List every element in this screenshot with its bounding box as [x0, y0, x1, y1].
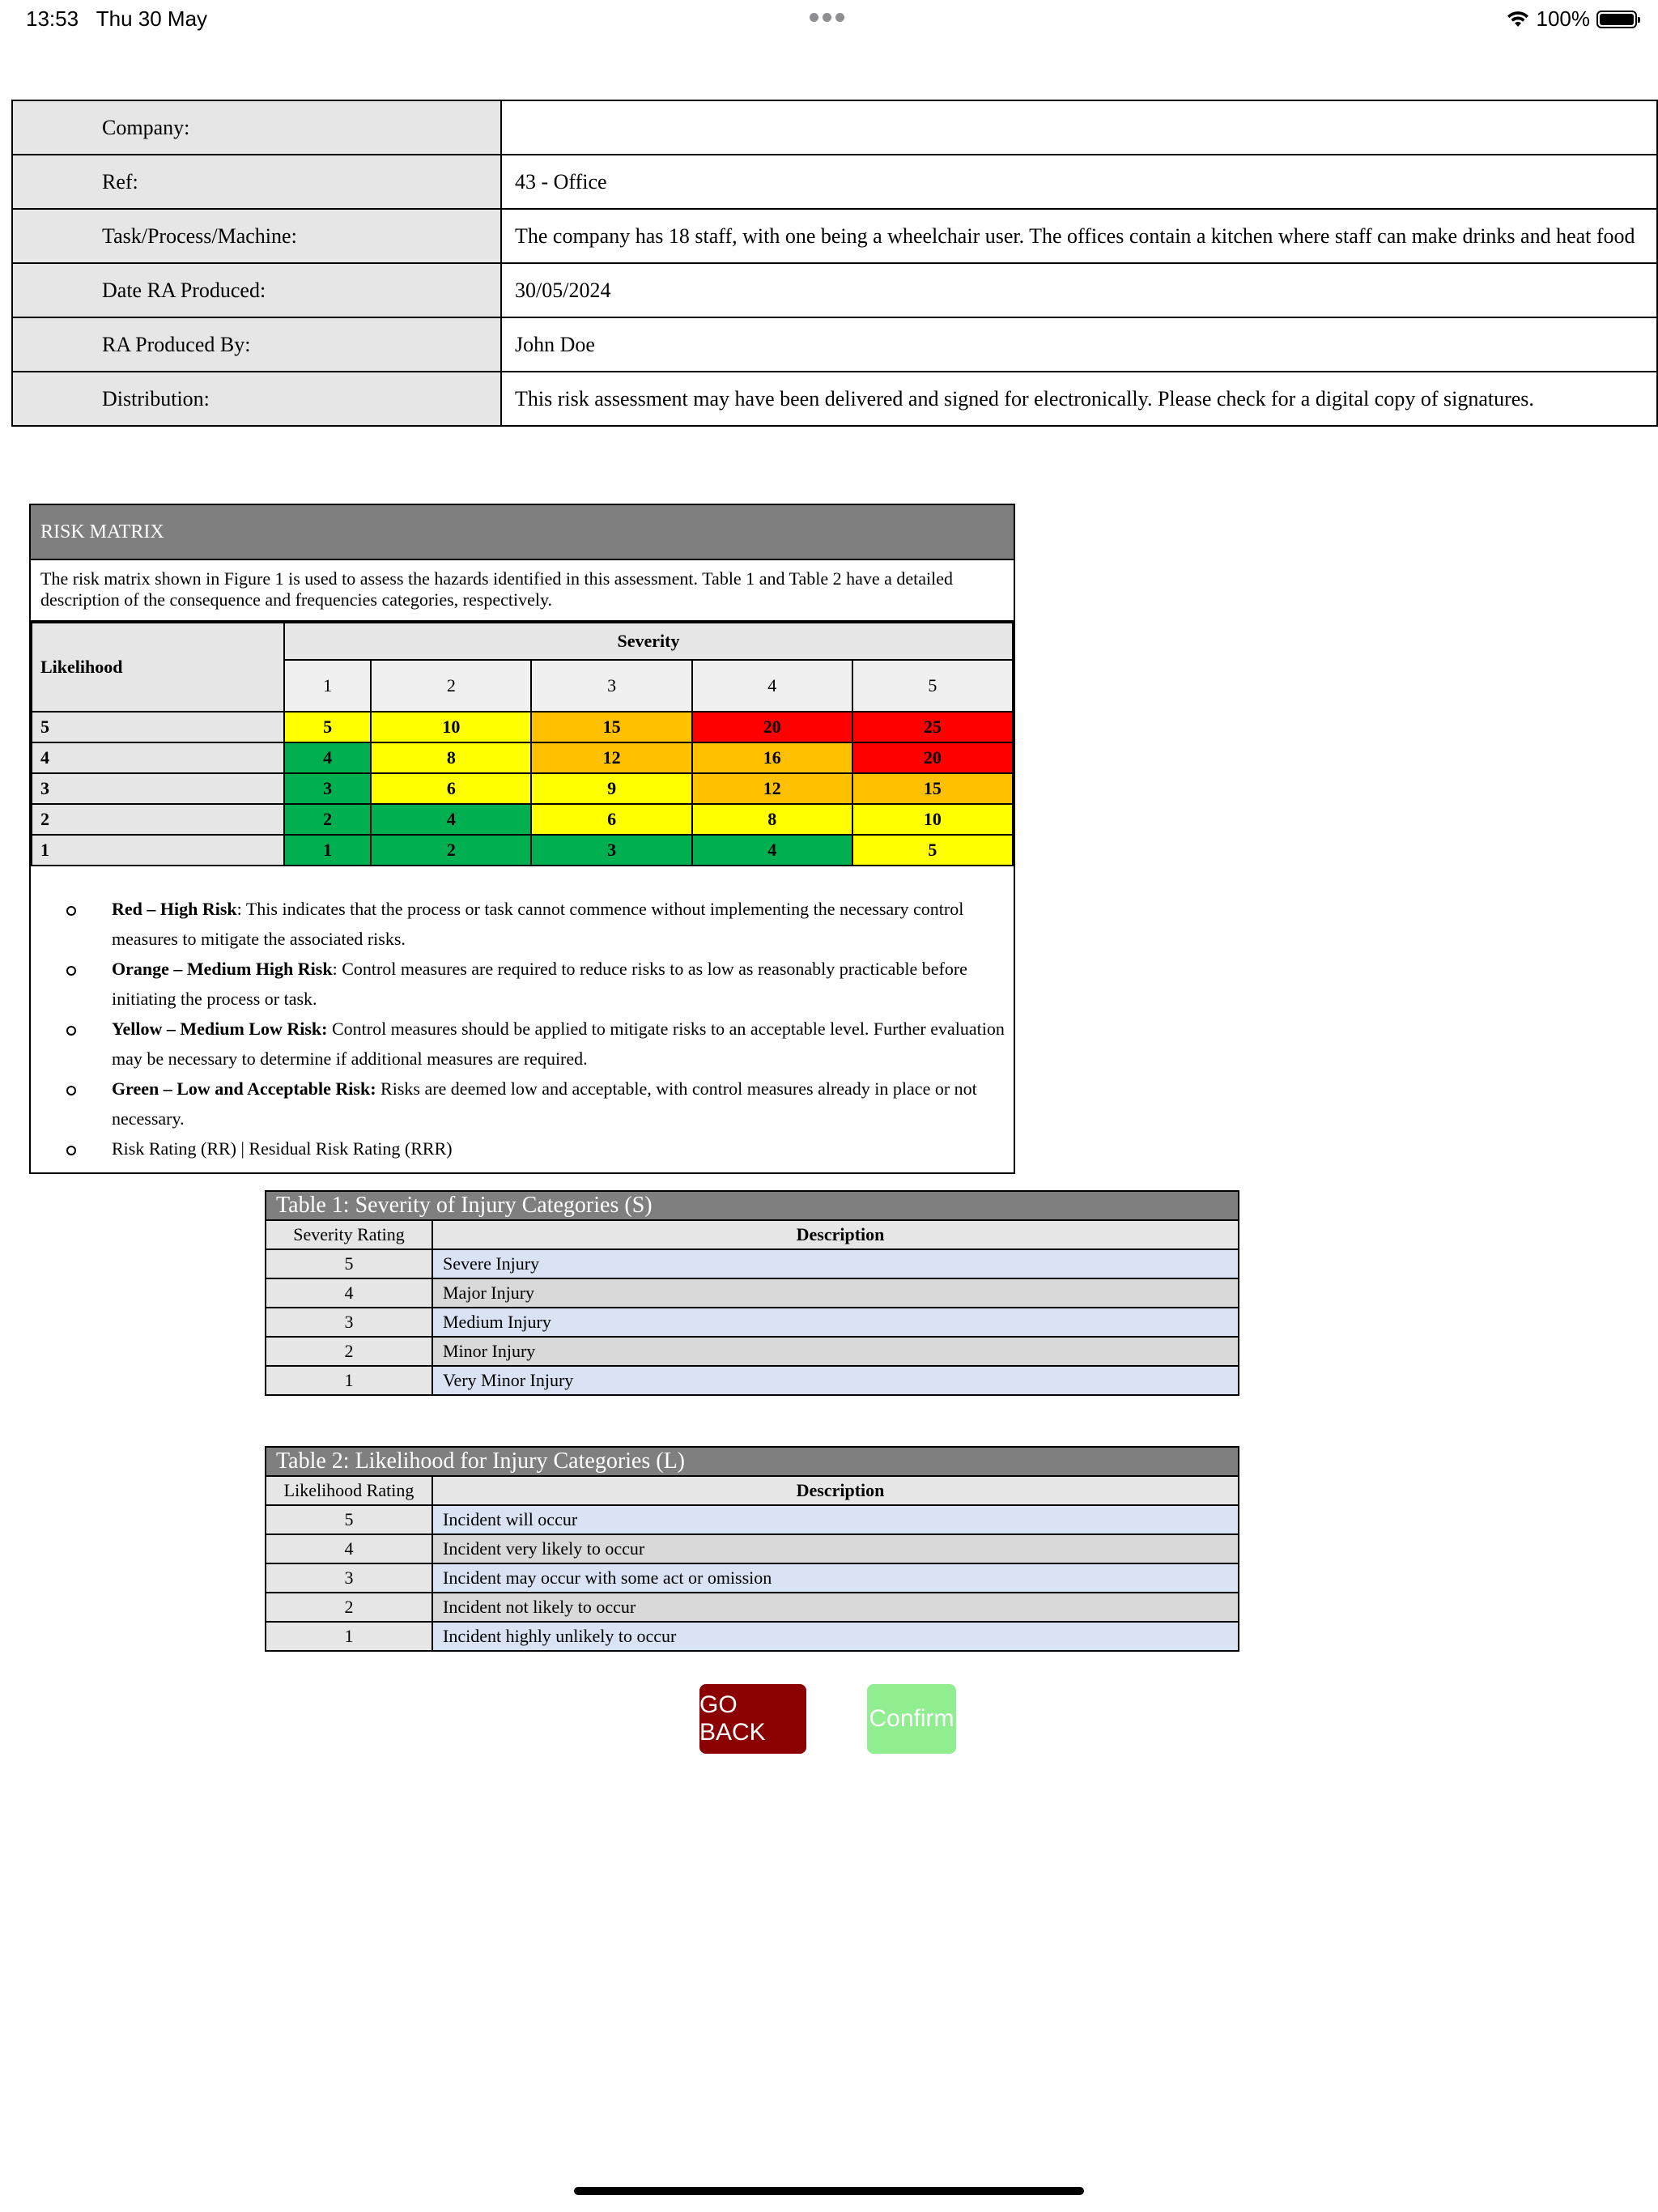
- wifi-icon: [1506, 11, 1530, 28]
- info-label: Task/Process/Machine:: [12, 209, 501, 263]
- likelihood-value: 2: [32, 804, 284, 835]
- rating-cell: 2: [266, 1593, 432, 1622]
- description-header: Description: [432, 1476, 1239, 1505]
- confirm-button[interactable]: Confirm: [867, 1684, 956, 1754]
- legend-term: Orange – Medium High Risk: [112, 959, 333, 979]
- table-row: [266, 1593, 1239, 1622]
- info-row-produced-by: [12, 317, 1657, 372]
- info-label: Date RA Produced:: [12, 263, 501, 317]
- severity-table-caption: Table 1: Severity of Injury Categories (S): [266, 1191, 1239, 1220]
- rating-cell: 5: [266, 1505, 432, 1534]
- info-value: The company has 18 staff, with one being a wheelchair user. The offices contain a kitchen where staff can make drinks and heat food: [501, 209, 1657, 263]
- rating-cell: 3: [266, 1563, 432, 1593]
- rating-cell: 1: [266, 1366, 432, 1395]
- legend-item-yellow: [112, 1014, 1014, 1074]
- info-row-distribution: [12, 372, 1657, 426]
- matrix-cell: 12: [692, 773, 852, 804]
- matrix-cell: 3: [284, 773, 371, 804]
- risk-matrix-section: [29, 504, 1015, 1174]
- status-right: [1506, 6, 1638, 32]
- legend-term: Green – Low and Acceptable Risk:: [112, 1078, 376, 1099]
- likelihood-value: 3: [32, 773, 284, 804]
- matrix-cell: 12: [531, 742, 691, 773]
- info-row-date: [12, 263, 1657, 317]
- description-cell: Incident may occur with some act or omission: [432, 1563, 1239, 1593]
- matrix-cell: 10: [852, 804, 1013, 835]
- matrix-cell: 6: [531, 804, 691, 835]
- rating-cell: 4: [266, 1534, 432, 1563]
- risk-matrix-grid: [31, 622, 1014, 866]
- table-row: [266, 1563, 1239, 1593]
- matrix-row: [32, 773, 1013, 804]
- description-cell: Severe Injury: [432, 1249, 1239, 1278]
- info-label: Distribution:: [12, 372, 501, 426]
- matrix-cell: 9: [531, 773, 691, 804]
- severity-rating-header: Severity Rating: [266, 1220, 432, 1249]
- matrix-row: [32, 712, 1013, 742]
- info-value: [501, 100, 1657, 155]
- description-cell: Incident not likely to occur: [432, 1593, 1239, 1622]
- matrix-cell: 8: [692, 804, 852, 835]
- multitasking-dots-icon[interactable]: [810, 11, 848, 26]
- matrix-cell: 10: [371, 712, 531, 742]
- matrix-cell: 16: [692, 742, 852, 773]
- legend-text: : This indicates that the process or task cannot commence without implementing the necessary control measures to mitigate the associated risks.: [112, 899, 964, 949]
- home-indicator[interactable]: [574, 2187, 1084, 2195]
- description-cell: Incident will occur: [432, 1505, 1239, 1534]
- table-row: [266, 1308, 1239, 1337]
- rating-cell: 1: [266, 1622, 432, 1651]
- description-cell: Incident very likely to occur: [432, 1534, 1239, 1563]
- info-value: 30/05/2024: [501, 263, 1657, 317]
- battery-percent: 100%: [1536, 6, 1590, 31]
- table-row: [266, 1278, 1239, 1308]
- rating-cell: 3: [266, 1308, 432, 1337]
- likelihood-table: [265, 1446, 1239, 1652]
- table-row: [266, 1505, 1239, 1534]
- description-cell: Major Injury: [432, 1278, 1239, 1308]
- legend-item-orange: [112, 954, 1014, 1014]
- matrix-cell: 5: [852, 835, 1013, 866]
- matrix-row: [32, 835, 1013, 866]
- likelihood-table-caption: Table 2: Likelihood for Injury Categories (L): [266, 1447, 1239, 1476]
- table-row: [266, 1249, 1239, 1278]
- severity-col-4: 4: [692, 660, 852, 712]
- legend-text: : Control measures are required to reduce risks to as low as reasonably practicable before initiating the process or task.: [112, 959, 967, 1009]
- description-cell: Minor Injury: [432, 1337, 1239, 1366]
- matrix-cell: 8: [371, 742, 531, 773]
- risk-matrix-intro: The risk matrix shown in Figure 1 is used to assess the hazards identified in this assessment. Table 1 and Table 2 have a detailed description of the consequence and frequencies categories, respectively.: [31, 559, 1014, 622]
- date: Thu 30 May: [96, 6, 208, 31]
- rating-cell: 2: [266, 1337, 432, 1366]
- legend-text: Risks are deemed low and acceptable, with control measures already in place or not necessary.: [112, 1078, 977, 1129]
- likelihood-value: 4: [32, 742, 284, 773]
- likelihood-value: 1: [32, 835, 284, 866]
- matrix-cell: 20: [692, 712, 852, 742]
- rating-cell: 4: [266, 1278, 432, 1308]
- legend-item-red: [112, 894, 1014, 954]
- matrix-cell: 2: [284, 804, 371, 835]
- info-value: This risk assessment may have been delivered and signed for electronically. Please check for a digital copy of signatures.: [501, 372, 1657, 426]
- info-row-ref: [12, 155, 1657, 209]
- matrix-cell: 3: [531, 835, 691, 866]
- table-row: [266, 1337, 1239, 1366]
- description-header: Description: [432, 1220, 1239, 1249]
- matrix-cell: 6: [371, 773, 531, 804]
- rating-cell: 5: [266, 1249, 432, 1278]
- info-row-task: [12, 209, 1657, 263]
- info-value: John Doe: [501, 317, 1657, 372]
- matrix-cell: 2: [371, 835, 531, 866]
- severity-table: [265, 1190, 1239, 1396]
- legend-term: Red – High Risk: [112, 899, 237, 919]
- matrix-cell: 4: [371, 804, 531, 835]
- severity-col-3: 3: [531, 660, 691, 712]
- matrix-cell: 20: [852, 742, 1013, 773]
- legend-term: Yellow – Medium Low Risk:: [112, 1019, 328, 1039]
- info-label: Ref:: [12, 155, 501, 209]
- matrix-cell: 4: [692, 835, 852, 866]
- matrix-row: [32, 804, 1013, 835]
- severity-col-1: 1: [284, 660, 371, 712]
- matrix-cell: 15: [531, 712, 691, 742]
- legend-item-rating: [112, 1134, 1014, 1163]
- legend-text: Risk Rating (RR) | Residual Risk Rating (RRR): [112, 1138, 453, 1159]
- info-row-company: [12, 100, 1657, 155]
- severity-header: Severity: [284, 623, 1013, 660]
- likelihood-rating-header: Likelihood Rating: [266, 1476, 432, 1505]
- matrix-cell: 4: [284, 742, 371, 773]
- severity-col-5: 5: [852, 660, 1013, 712]
- likelihood-header: Likelihood: [32, 623, 284, 712]
- description-cell: Incident highly unlikely to occur: [432, 1622, 1239, 1651]
- legend-item-green: [112, 1074, 1014, 1134]
- info-label: RA Produced By:: [12, 317, 501, 372]
- info-table: [11, 100, 1658, 427]
- matrix-cell: 5: [284, 712, 371, 742]
- go-back-button[interactable]: GO BACK: [699, 1684, 806, 1754]
- likelihood-value: 5: [32, 712, 284, 742]
- table-row: [266, 1534, 1239, 1563]
- legend-text: Control measures should be applied to mitigate risks to an acceptable level. Further evaluation may be necessary to determine if additional measures are required.: [112, 1019, 1005, 1069]
- risk-legend: [31, 894, 1014, 1163]
- clock: 13:53: [26, 6, 79, 31]
- info-label: Company:: [12, 100, 501, 155]
- battery-icon: [1596, 11, 1637, 28]
- matrix-cell: 15: [852, 773, 1013, 804]
- risk-matrix-title: RISK MATRIX: [31, 505, 1014, 559]
- matrix-cell: 1: [284, 835, 371, 866]
- description-cell: Medium Injury: [432, 1308, 1239, 1337]
- table-row: [266, 1366, 1239, 1395]
- status-time: [26, 6, 207, 32]
- severity-col-2: 2: [371, 660, 531, 712]
- info-value: 43 - Office: [501, 155, 1657, 209]
- description-cell: Very Minor Injury: [432, 1366, 1239, 1395]
- table-row: [266, 1622, 1239, 1651]
- status-bar: [0, 0, 1658, 40]
- matrix-cell: 25: [852, 712, 1013, 742]
- matrix-row: [32, 742, 1013, 773]
